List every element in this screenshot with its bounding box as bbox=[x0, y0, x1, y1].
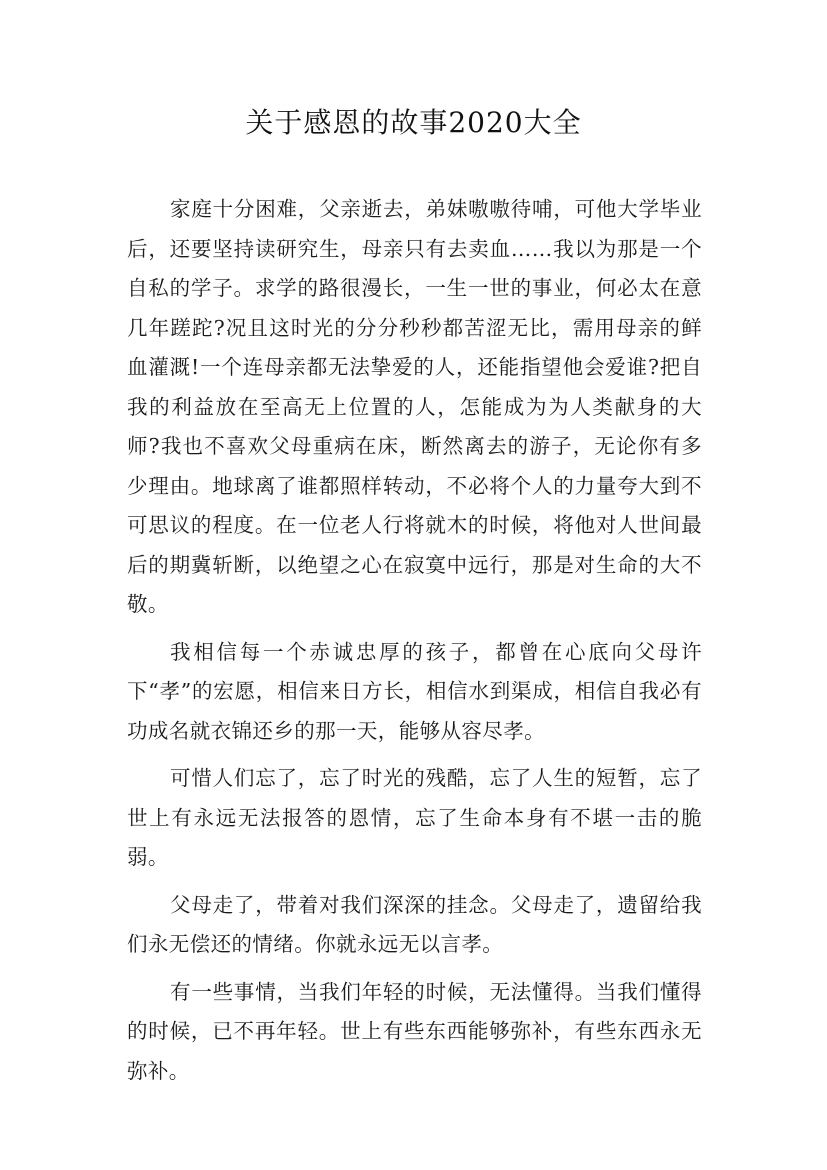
paragraph: 有一些事情，当我们年轻的时候，无法懂得。当我们懂得的时候，已不再年轻。世上有些东西能够弥补，有些东西永无弥补。 bbox=[127, 979, 702, 1083]
paragraph: 家庭十分困难，父亲逝去，弟妹嗷嗷待哺，可他大学毕业后，还要坚持读研究生，母亲只有去卖血……我以为那是一个自私的学子。求学的路很漫长，一生一世的事业，何必太在意几年蹉跎?况且这时光的分分秒秒都苦涩无比，需用母亲的鲜血灌溉!一个连母亲都无法挚爱的人，还能指望他会爱谁?把自我的利益放在至高无上位置的人，怎能成为为人类献身的大师?我也不喜欢父母重病在床，断然离去的游子，无论你有多少理由。地球离了谁都照样转动，不必将个人的力量夸大到不可思议的程度。在一位老人行将就木的时候，将他对人世间最后的期冀斩断，以绝望之心在寂寞中远行，那是对生命的大不敬。 bbox=[127, 197, 702, 616]
document-body bbox=[127, 190, 702, 1099]
paragraph: 我相信每一个赤诚忠厚的孩子，都曾在心底向父母许下“孝”的宏愿，相信来日方长，相信水到渠成，相信自我必有功成名就衣锦还乡的那一天，能够从容尽孝。 bbox=[127, 639, 702, 743]
paragraph: 父母走了，带着对我们深深的挂念。父母走了，遗留给我们永无偿还的情绪。你就永远无以言孝。 bbox=[127, 892, 702, 956]
paragraph: 可惜人们忘了，忘了时光的残酷，忘了人生的短暂，忘了世上有永远无法报答的恩情，忘了生命本身有不堪一击的脆弱。 bbox=[127, 766, 702, 869]
document-title: 关于感恩的故事2020大全 bbox=[245, 106, 582, 139]
